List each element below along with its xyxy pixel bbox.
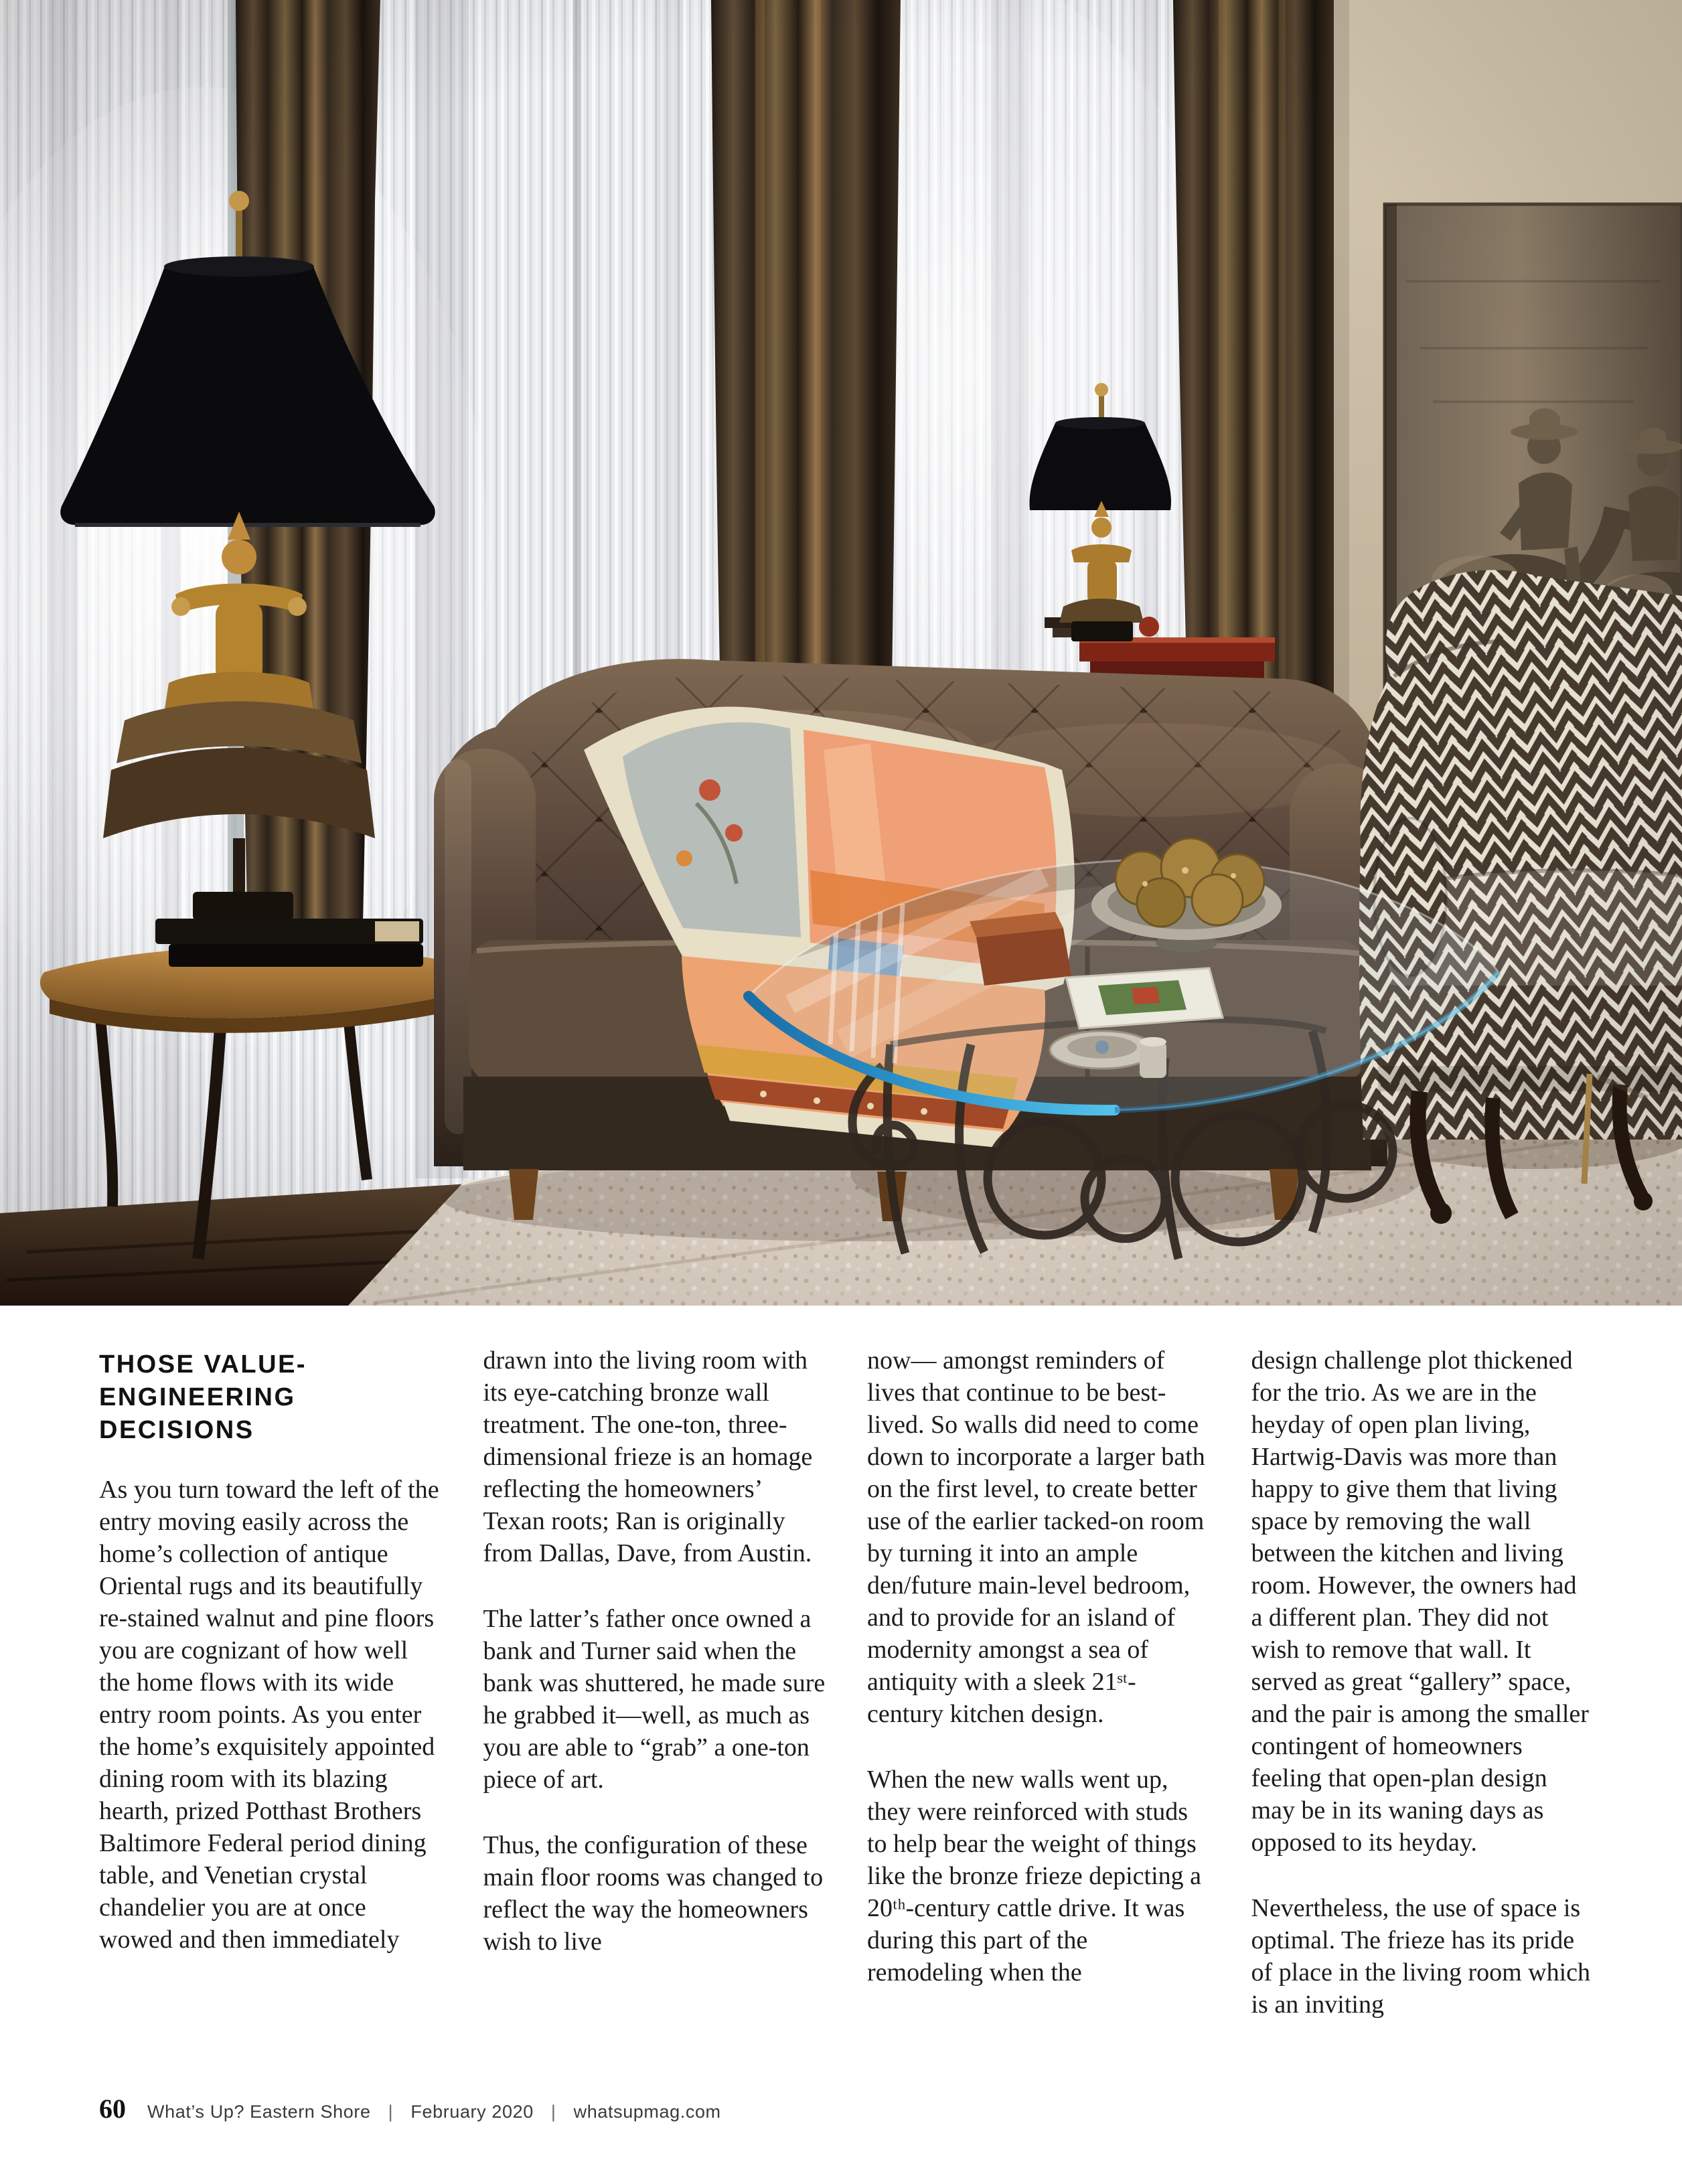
heading-line: THOSE VALUE- <box>99 1350 307 1379</box>
footer-issue-date: February 2020 <box>410 2102 534 2122</box>
article-column-2 <box>483 1344 826 2054</box>
body-paragraph: Nevertheless, the use of space is optimal. The frieze has its pride of place in the living room which is an inviting <box>1251 1894 1591 2019</box>
footer-magazine-title: What’s Up? Eastern Shore <box>147 2102 371 2122</box>
footer-credit <box>147 2102 721 2122</box>
body-paragraph: When the new walls went up, they were reinforced with studs to help bear the weight of things like the bronze frieze depicting a 20ᵗʰ-century cattle drive. It was during this part of the remodeling when the <box>867 1766 1202 1986</box>
body-paragraph: As you turn toward the left of the entry moving easily across the home’s collection of antique Oriental rugs and its beautifully re-stained walnut and pine floors you are cognizant of how well the home flows with its wide entry room points. As you enter the home’s exquisitely appointed dining room with its blazing hearth, prized Potthast Brothers Baltimore Federal period dining table, and Venetian crystal chandelier you are at once wowed and then immediately <box>99 1476 439 1954</box>
article-body <box>99 1344 1594 2054</box>
body-paragraph: The latter’s father once owned a bank and Turner said when the bank was shuttered, he made sure he grabbed it—well, as much as you are able to “grab” a one-ton piece of art. <box>483 1605 826 1794</box>
footer-website: whatsupmag.com <box>573 2102 721 2122</box>
article-column-3 <box>867 1344 1210 2054</box>
body-paragraph: drawn into the living room with its eye-catching bronze wall treatment. The one-ton, three-dimensional frieze is an homage reflecting the homeowners’ Texan roots; Ran is originally from Dallas, Dave, from Austin. <box>483 1346 813 1567</box>
page-footer <box>99 2093 721 2124</box>
heading-line: DECISIONS <box>99 1416 254 1444</box>
article-column-4 <box>1251 1344 1594 2054</box>
footer-separator: | <box>388 2102 394 2122</box>
section-heading <box>99 1348 442 1447</box>
footer-separator: | <box>550 2102 556 2122</box>
body-paragraph: Thus, the configuration of these main floor rooms was changed to reflect the way the homeowners wish to live <box>483 1831 824 1956</box>
article-column-1 <box>99 1344 442 2054</box>
page-number: 60 <box>99 2094 126 2124</box>
body-paragraph: now— amongst reminders of lives that continue to be best-lived. So walls did need to come down to incorporate a larger bath on the first level, to create better use of the earlier tacked-on room by turning it into an ample den/future main-level bedroom, and to provide for an island of modernity amongst a sea of antiquity with a sleek 21ˢᵗ-century kitchen design. <box>867 1346 1205 1728</box>
heading-line: ENGINEERING <box>99 1383 296 1411</box>
body-paragraph: design challenge plot thickened for the trio. As we are in the heyday of open plan living, Hartwig-Davis was more than happy to give them that living space by removing the wall between the kitchen and living room. However, the owners had a different plan. They did not wish to remove that wall. It served as great “gallery” space, and the pair is among the smaller contingent of homeowners feeling that open-plan design may be in its waning days as opposed to its heyday. <box>1251 1346 1589 1857</box>
